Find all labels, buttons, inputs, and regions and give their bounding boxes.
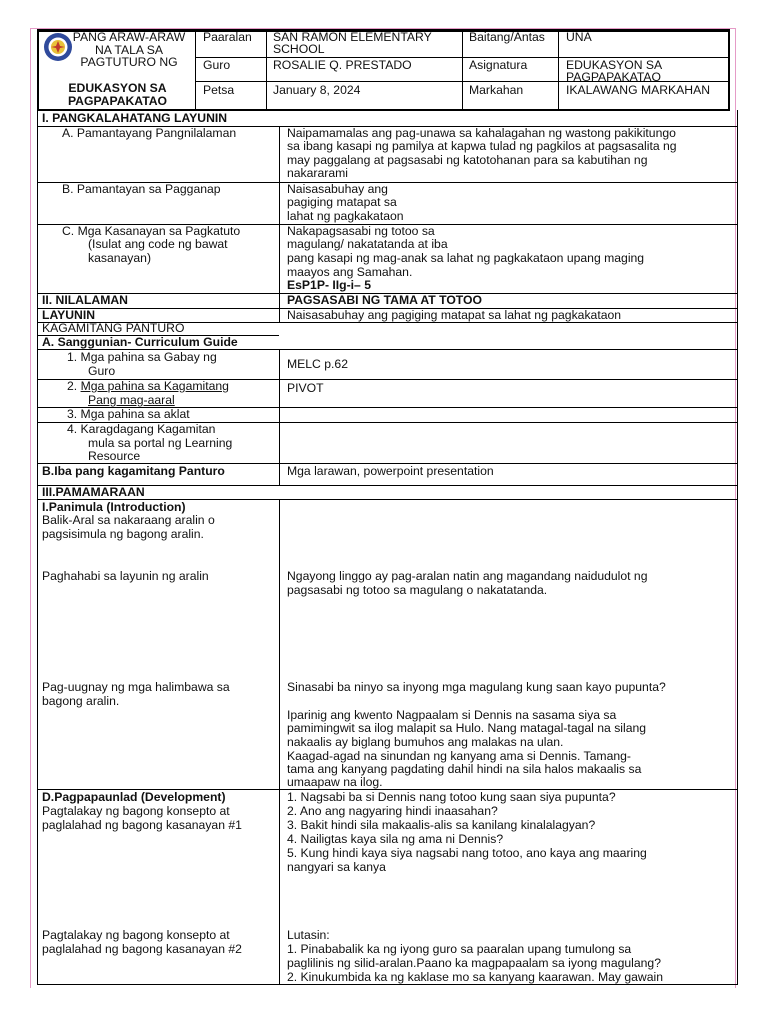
- c-text-line-4: maayos ang Samahan.: [287, 265, 413, 279]
- b-text-line-1: Naisasabuhay ang: [287, 182, 388, 196]
- balik-label-line-1: Balik-Aral sa nakaraang aralin o: [42, 513, 215, 527]
- a-text-line-1: Naipamamalas ang pag-unawa sa kahalagahan ng wastong pakikitungo: [287, 126, 676, 140]
- iba-value: Mga larawan, powerpoint presentation: [287, 464, 494, 478]
- paghahabi-label: Paghahabi sa layunin ng aralin: [42, 569, 209, 583]
- value-markahan: IKALAWANG MARKAHAN: [566, 83, 711, 97]
- kagamitan-label: KAGAMITANG PANTURO: [42, 321, 185, 335]
- c-text-line-2: magulang/ nakatatanda at iba: [287, 237, 448, 251]
- a-text-line-3: may paggalang at pagsasabi ng katotohanan para sa kabutihan ng: [287, 153, 648, 167]
- paghahabi-text-line-2: pagsasabi ng totoo sa magulang o nakatatanda.: [287, 583, 548, 597]
- r2-label-underlined: Mga pahina sa Kagamitang: [80, 379, 229, 393]
- d2-label-line-2: paglalahad ng bagong kasanayan #2: [42, 942, 242, 956]
- a-label: A. Pamantayang Pangnilalaman: [62, 126, 237, 140]
- story-line-3: nakaalis ay biglang bumuhos ang malakas na ulan.: [287, 735, 564, 749]
- value-asignatura-line-2: PAGPAPAKATAO: [566, 70, 662, 84]
- r4-label-line-3: Resource: [88, 449, 141, 463]
- a-text-line-2: sa ibang kasapi ng pamilya at kapwa tulad ng pagkilos at pagsasalita ng: [287, 139, 677, 153]
- value-paaralan-line-2: SCHOOL: [273, 42, 325, 56]
- label-markahan: Markahan: [469, 83, 524, 97]
- school-title-line-1: PANG ARAW-ARAW: [72, 30, 186, 44]
- r1-label-line-1: 1. Mga pahina sa Gabay ng: [67, 350, 217, 364]
- story-line-1: Iparinig ang kwento Nagpaalam si Dennis na sasama siya sa: [287, 708, 617, 722]
- pag-uugnay-question: Sinasabi ba ninyo sa inyong mga magulang kung saan kayo pupunta?: [287, 680, 666, 694]
- r4-label-line-1: 4. Karagdagang Kagamitan: [67, 422, 216, 436]
- c-text-line-3: pang kasapi ng mag-anak sa lahat ng pagkakataon upang maging: [287, 251, 645, 265]
- c-text-line-1: Nakapagsasabi ng totoo sa: [287, 224, 435, 238]
- r1-value: MELC p.62: [287, 357, 348, 371]
- d1-item-4: 4. Nailigtas kaya sila ng ama ni Dennis?: [287, 832, 504, 846]
- b-text-line-2: pagiging matapat sa: [287, 195, 397, 209]
- label-paaralan: Paaralan: [203, 30, 252, 44]
- d2-item-1-cont: paglilinis ng silid-aralan.Paano ka magpapaalam sa iyong magulang?: [287, 956, 661, 970]
- r2-label-line-2: Pang mag-aaral: [88, 393, 175, 407]
- r4-label-line-2: mula sa portal ng Learning: [88, 436, 233, 450]
- d2-item-1: 1. Pinababalik ka ng iyong guro sa paaralan upang tumulong sa: [287, 942, 632, 956]
- r3-label: 3. Mga pahina sa aklat: [67, 407, 190, 421]
- c-competency-code: EsP1P- IIg-i– 5: [287, 278, 371, 292]
- d1-item-2: 2. Ano ang nagyaring hindi inaasahan?: [287, 804, 498, 818]
- section-2-value: PAGSASABI NG TAMA AT TOTOO: [287, 293, 482, 307]
- development-title: D.Pagpapaunlad (Development): [42, 790, 226, 804]
- story-line-6: umaapaw na ilog.: [287, 775, 383, 789]
- d1-item-5-cont: nangyari sa kanya: [287, 860, 386, 874]
- value-asignatura-line-1: EDUKASYON SA: [566, 58, 663, 72]
- d2-item-heading: Lutasin:: [287, 928, 330, 942]
- b-text-line-3: lahat ng pagkakataon: [287, 209, 404, 223]
- layunin-value: Naisasabuhay ang pagiging matapat sa lahat ng pagkakataon: [287, 308, 622, 322]
- section-2-title: II. NILALAMAN: [42, 293, 128, 307]
- label-asignatura: Asignatura: [469, 58, 528, 72]
- d1-item-3: 3. Bakit hindi sila makaalis-alis sa kanilang kinalalagyan?: [287, 818, 596, 832]
- b-label: B. Pamantayan sa Pagganap: [62, 182, 221, 196]
- d1-item-1: 1. Nagsabi ba si Dennis nang totoo kung saan siya pupunta?: [287, 790, 616, 804]
- c-label-line-1: C. Mga Kasanayan sa Pagkatuto: [62, 224, 241, 238]
- c-label-line-2: (Isulat ang code ng bawat: [88, 237, 228, 251]
- value-baitang: UNA: [566, 30, 592, 44]
- d2-item-2: 2. Kinukumbida ka ng kaklase mo sa kanyang kaarawan. May gawain: [287, 970, 663, 984]
- school-title-line-3: PAGTUTURO NG: [80, 55, 178, 69]
- a-text-line-4: nakararami: [287, 166, 348, 180]
- label-baitang: Baitang/Antas: [469, 30, 545, 44]
- subject-title-line-2: PAGPAPAKATAO: [67, 94, 168, 108]
- pag-uugnay-label-line-2: bagong aralin.: [42, 694, 120, 708]
- label-guro: Guro: [203, 58, 231, 72]
- balik-label-line-2: pagsisimula ng bagong aralin.: [42, 527, 204, 541]
- value-guro: ROSALIE Q. PRESTADO: [273, 58, 412, 72]
- pag-uugnay-label-line-1: Pag-uugnay ng mga halimbawa sa: [42, 680, 230, 694]
- section-1-title: I. PANGKALAHATANG LAYUNIN: [42, 111, 228, 125]
- r1-label-line-2: Guro: [88, 364, 116, 378]
- section-3-title: III.PAMAMARAAN: [42, 485, 145, 499]
- paghahabi-text-line-1: Ngayong linggo ay pag-aralan natin ang magandang naidudulot ng: [287, 569, 648, 583]
- story-line-2: pamimingwit sa ilog malapit sa Hulo. Nang matagal-tagal na silang: [287, 721, 647, 735]
- c-label-line-3: kasanayan): [88, 251, 152, 265]
- d1-label-line-2: paglalahad ng bagong kasanayan #1: [42, 818, 242, 832]
- story-line-4: Kaagad-agad na sinundan ng kanyang ama si Dennis. Tamang-: [287, 749, 631, 763]
- iba-label: B.Iba pang kagamitang Panturo: [42, 464, 225, 478]
- school-title-line-2: NA TALA SA: [95, 43, 163, 57]
- d1-item-5: 5. Kung hindi kaya siya nagsabi nang totoo, ano kaya ang maaring: [287, 846, 647, 860]
- r2-label-line-1: 2. Mga pahina sa Kagamitang: [67, 379, 229, 393]
- margin-guide-left: [30, 28, 31, 988]
- sanggunian-label: A. Sanggunian- Curriculum Guide: [42, 335, 238, 349]
- panimula-title: I.Panimula (Introduction): [42, 500, 186, 514]
- r2-value: PIVOT: [287, 381, 324, 395]
- label-petsa: Petsa: [203, 83, 235, 97]
- story-line-5: tama ang kanyang pagdating dahil hindi na sila halos makaalis sa: [287, 762, 642, 776]
- layunin-label: LAYUNIN: [42, 308, 96, 322]
- d2-label-line-1: Pagtalakay ng bagong konsepto at: [42, 928, 230, 942]
- subject-title-line-1: EDUKASYON SA: [68, 81, 167, 95]
- value-petsa: January 8, 2024: [273, 83, 361, 97]
- value-paaralan-line-1: SAN RAMON ELEMENTARY: [273, 30, 432, 44]
- margin-guide-right: [735, 28, 736, 988]
- d1-label-line-1: Pagtalakay ng bagong konsepto at: [42, 804, 230, 818]
